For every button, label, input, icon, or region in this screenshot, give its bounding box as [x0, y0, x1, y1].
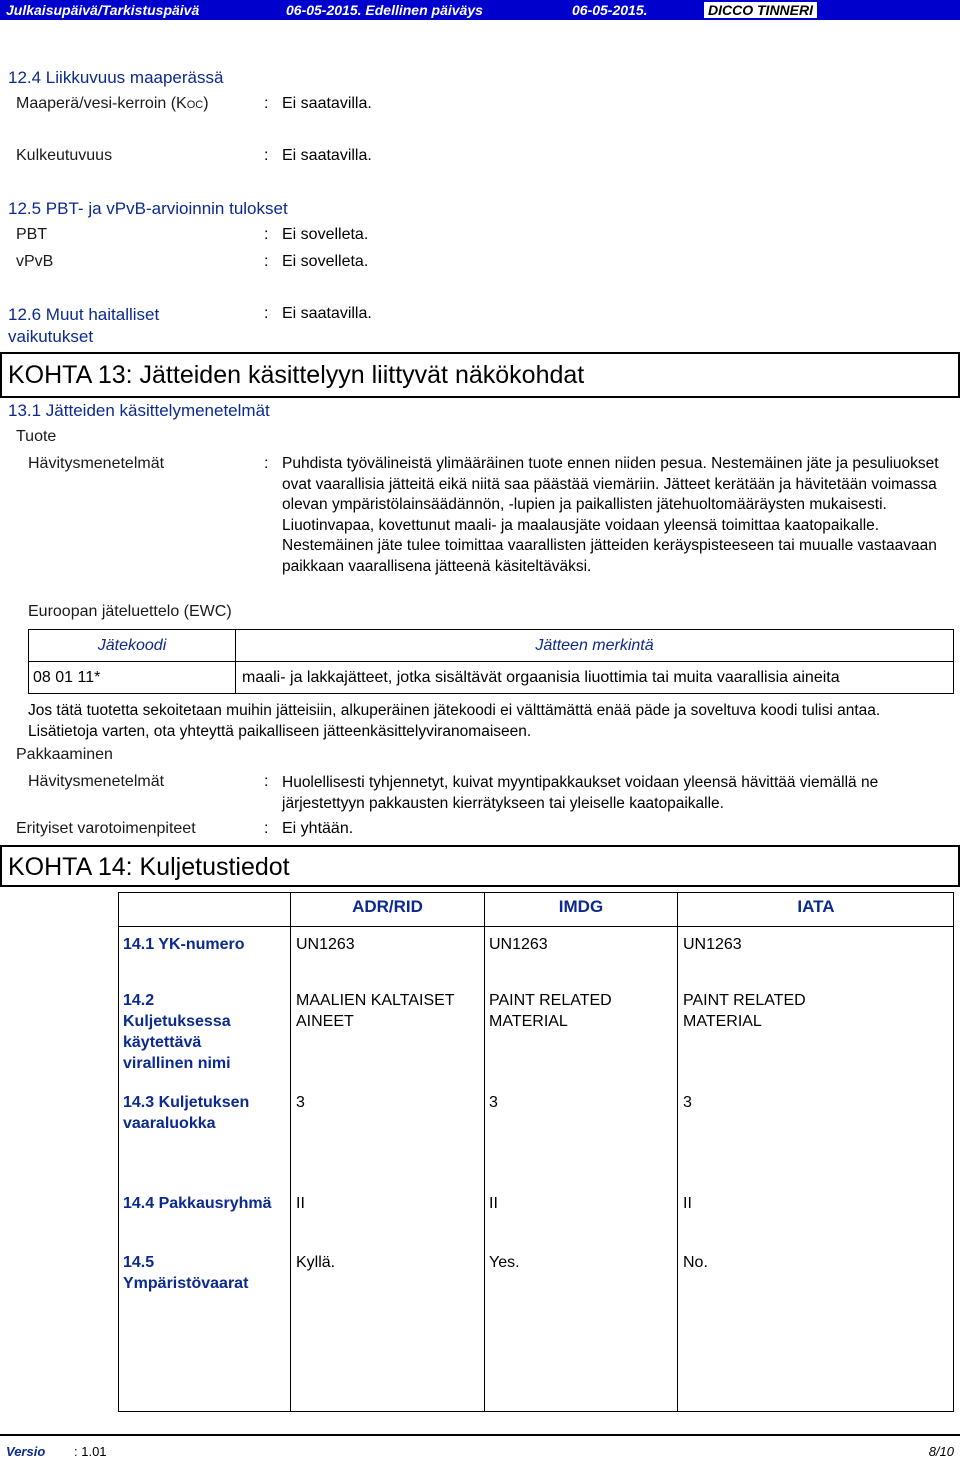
other-effects-value: Ei saatavilla.	[282, 305, 372, 322]
footer-version-label: Versio	[6, 1444, 46, 1459]
precautions-label: Erityiset varotoimenpiteet	[16, 820, 196, 837]
transport-cell-imdg: PAINT RELATED MATERIAL	[489, 992, 612, 1030]
mobility-colon: :	[264, 147, 269, 164]
product-label: Tuote	[16, 428, 57, 445]
transport-row-label: 14.5 Ympäristövaarat	[123, 1254, 249, 1292]
koc-value: Ei saatavilla.	[282, 95, 372, 112]
ewc-col-code: Jätekoodi	[29, 630, 236, 662]
transport-cell-adr: UN1263	[296, 936, 355, 953]
section-13-heading: KOHTA 13: Jätteiden käsittelyyn liittyvät näkökohdat	[8, 361, 585, 389]
pbt-value: Ei sovelleta.	[282, 226, 369, 243]
transport-col-divider-3	[677, 892, 678, 1412]
transport-row-label: 14.4 Pakkausryhmä	[123, 1195, 272, 1212]
table-row	[29, 662, 954, 694]
ewc-label: Euroopan jäteluettelo (EWC)	[28, 603, 232, 620]
transport-cell-adr: 3	[296, 1094, 305, 1111]
transport-cell-imdg: Yes.	[489, 1254, 520, 1271]
footer	[0, 1434, 960, 1469]
precautions-colon: :	[264, 820, 269, 837]
transport-cell-iata: No.	[683, 1254, 708, 1271]
section-12-6-title-line2: vaikutukset	[8, 327, 94, 346]
transport-cell-iata: PAINT RELATED MATERIAL	[683, 992, 806, 1030]
header-bar	[0, 0, 960, 20]
transport-col-adr: ADR/RID	[352, 897, 423, 916]
ewc-table	[28, 629, 954, 694]
transport-row-label: 14.1 YK-numero	[123, 936, 245, 953]
pbt-label: PBT	[16, 226, 48, 243]
transport-header-divider	[118, 926, 954, 927]
transport-col-divider-2	[484, 892, 485, 1412]
transport-cell-adr: Kyllä.	[296, 1254, 336, 1271]
transport-cell-iata: 3	[683, 1094, 692, 1111]
transport-cell-iata: UN1263	[683, 936, 742, 953]
footer-page-number: 8/10	[928, 1444, 954, 1459]
transport-row-label: 14.3 Kuljetuksen vaaraluokka	[123, 1094, 250, 1132]
vpvb-value: Ei sovelleta.	[282, 253, 369, 270]
transport-table	[118, 892, 954, 1412]
section-12-5-title: 12.5 PBT- ja vPvB-arvioinnin tulokset	[8, 199, 288, 218]
header-previous-date: 06-05-2015.	[572, 2, 648, 18]
header-product-name: DICCO TINNERI	[704, 2, 817, 18]
other-effects-colon: :	[264, 305, 269, 322]
ewc-desc-cell: maali- ja lakkajätteet, jotka sisältävät orgaanisia liuottimia tai muita vaarallisia aineita	[236, 662, 954, 694]
pack-disposal-colon: :	[264, 773, 269, 790]
section-12-6-title-line1: 12.6 Muut haitalliset	[8, 305, 160, 324]
transport-cell-imdg: II	[489, 1195, 498, 1212]
precautions-value: Ei yhtään.	[282, 820, 354, 837]
footer-version-value: : 1.01	[74, 1444, 107, 1459]
ewc-col-desc: Jätteen merkintä	[236, 630, 954, 662]
transport-col-divider-1	[290, 892, 291, 1412]
ewc-header-row	[29, 630, 954, 662]
transport-cell-iata: II	[683, 1195, 692, 1212]
transport-cell-imdg: UN1263	[489, 936, 548, 953]
section-14-heading: KOHTA 14: Kuljetustiedot	[8, 853, 290, 881]
vpvb-colon: :	[264, 253, 269, 270]
section-13-1-title: 13.1 Jätteiden käsittelymenetelmät	[8, 401, 270, 420]
transport-col-imdg: IMDG	[558, 897, 604, 916]
disposal-label: Hävitysmenetelmät	[28, 455, 165, 472]
header-issue-date: 06-05-2015. Edellinen päiväys	[286, 2, 483, 18]
transport-row-label: 14.2 Kuljetuksessa käytettävä virallinen nimi	[123, 992, 231, 1072]
disposal-text: Puhdista työvälineistä ylimääräinen tuote ennen niiden pesua. Nestemäinen jäte ja pesuliuokset ovat vaarallisia jätteitä eikä niitä saa päästää viemäriin. Jätteet kerätään ja hävitetään voimassa olevan ympäristölainsäädännön, -lupien ja paikallisten jätehuoltomääräysten mukaisesti. Liuotinvapaa, kovettunut maali- ja maalausjäte voidaan yleensä toimittaa kaatopaikalle. Nestemäinen jäte tulee toimittaa vaarallisten jätteiden keräyspisteeseen tai muualle vastaavaan paikkaan vaarallisena jätteenä käsiteltäväksi.	[282, 455, 939, 575]
ewc-code-cell: 08 01 11*	[29, 662, 236, 694]
vpvb-label: vPvB	[16, 253, 54, 270]
section-13-heading-box	[0, 352, 960, 398]
pack-disposal-label: Hävitysmenetelmät	[28, 773, 165, 790]
koc-label: Maaperä/vesi-kerroin (KOC)	[16, 95, 209, 112]
transport-cell-adr: II	[296, 1195, 305, 1212]
disposal-colon: :	[264, 455, 269, 472]
section-14-heading-box	[0, 845, 960, 887]
mobility-value: Ei saatavilla.	[282, 147, 372, 164]
pack-disposal-text: Huolellisesti tyhjennetyt, kuivat myyntipakkaukset voidaan yleensä hävittää viemällä ne järjestettyyn pakkausten kierrätykseen tai yleiselle kaatopaikalle.	[282, 774, 879, 812]
koc-colon: :	[264, 95, 269, 112]
transport-cell-adr: MAALIEN KALTAISET AINEET	[296, 992, 455, 1030]
pbt-colon: :	[264, 226, 269, 243]
waste-code-note: Jos tätä tuotetta sekoitetaan muihin jätteisiin, alkuperäinen jätekoodi ei välttämättä enää päde ja soveltuva koodi tulisi antaa. Lisätietoja varten, ota yhteyttä paikalliseen jätteenkäsittelyviranomaiseen.	[28, 702, 881, 740]
header-date-label: Julkaisupäivä/Tarkistuspäivä	[6, 2, 200, 18]
transport-cell-imdg: 3	[489, 1094, 498, 1111]
packaging-label: Pakkaaminen	[16, 746, 113, 763]
transport-col-iata: IATA	[797, 897, 835, 916]
section-12-4-title: 12.4 Liikkuvuus maaperässä	[8, 68, 224, 87]
mobility-label: Kulkeutuvuus	[16, 147, 113, 164]
